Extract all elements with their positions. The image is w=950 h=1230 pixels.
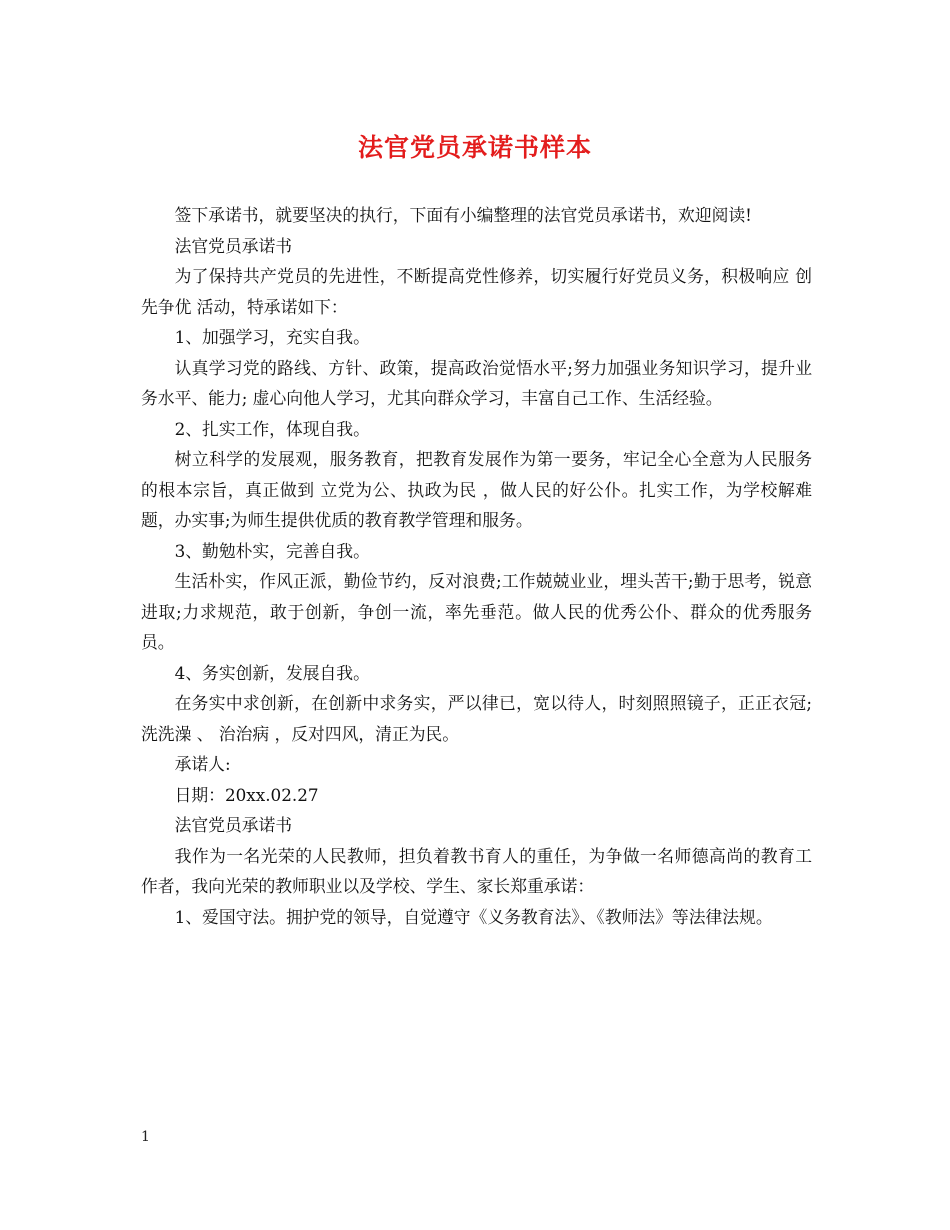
list-item-heading: 2、扎实工作，体现自我。 bbox=[174, 418, 370, 439]
list-item-heading: 1、加强学习，充实自我。 bbox=[174, 327, 370, 347]
paragraph: 1、爱国守法。拥护党的领导，自觉遵守《义务教育法》、《教师法》等法律法规。 bbox=[174, 906, 773, 927]
list-item-heading: 3、勤勉朴实，完善自我。 bbox=[174, 540, 370, 561]
section-heading: 法官党员承诺书 bbox=[174, 815, 293, 835]
paragraph: 为了保持共产党员的先进性，不断提高党性修养，切实履行好党员义务，积极响应 创先争优 活动，特承诺如下： bbox=[141, 266, 812, 317]
signatory-line: 承诺人: bbox=[174, 754, 231, 774]
document-title: 法官党员承诺书样本 bbox=[357, 133, 592, 162]
paragraph: 树立科学的发展观，服务教育，把教育发展作为第一要务，牢记全心全意为人民服务的根本宗旨，真正做到 立党为公、执政为民 ，做人民的好公仆。扎实工作，为学校解难题，办实事;为师生提供优质的教育教学管理和服务。 bbox=[141, 449, 812, 530]
paragraph: 我作为一名光荣的人民教师，担负着教书育人的重任，为争做一名师德高尚的教育工作者，我向光荣的教师职业以及学校、学生、家长郑重承诺： bbox=[141, 845, 812, 896]
paragraph-intro: 签下承诺书，就要坚决的执行，下面有小编整理的法官党员承诺书，欢迎阅读! bbox=[174, 205, 752, 225]
paragraph: 生活朴实，作风正派，勤俭节约，反对浪费;工作兢兢业业，埋头苦干;勤于思考，锐意进取;力求规范，敢于创新，争创一流，率先垂范。做人民的优秀公仆、群众的优秀服务员。 bbox=[141, 571, 812, 652]
date-line: 日期：20xx.02.27 bbox=[174, 784, 319, 805]
section-heading: 法官党员承诺书 bbox=[174, 235, 293, 256]
paragraph: 认真学习党的路线、方针、政策，提高政治觉悟水平;努力加强业务知识学习，提升业务水平、能力; 虚心向他人学习，尤其向群众学习，丰富自己工作、生活经验。 bbox=[141, 357, 812, 408]
page-number: 1 bbox=[141, 1129, 150, 1145]
paragraph: 在务实中求创新，在创新中求务实，严以律已，宽以待人，时刻照照镜子，正正衣冠; 洗洗澡 、 治治病 ，反对四风，清正为民。 bbox=[141, 693, 812, 744]
list-item-heading: 4、务实创新，发展自我。 bbox=[174, 662, 370, 683]
document-body bbox=[141, 200, 812, 932]
